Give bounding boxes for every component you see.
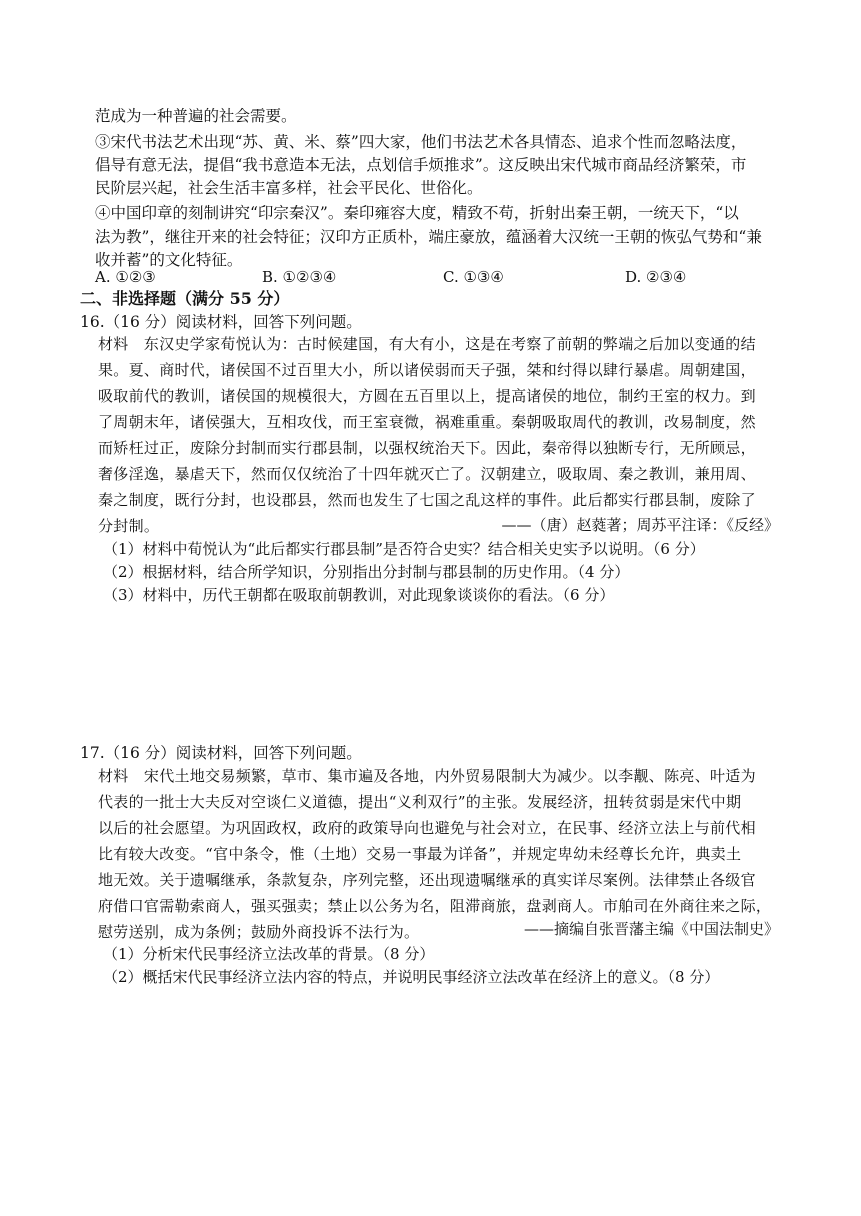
material-line: 了周朝末年，诸侯强大，互相攻伐，而王室衰微，祸难重重。秦朝吸取周代的教训，改易制度，然 — [98, 413, 756, 431]
material-line: 分封制。 — [98, 517, 160, 535]
question-16-head: 16.（16 分）阅读材料，回答下列问题。 — [80, 313, 362, 331]
prev-question-line: ④中国印章的刻制讲究“印宗秦汉”。秦印雍容大度，精致不苟，折射出秦王朝，一统天下，“以 — [95, 204, 739, 222]
question-17-head: 17.（16 分）阅读材料，回答下列问题。 — [80, 744, 362, 762]
material-line: 果。夏、商时代，诸侯国不过百里大小，所以诸侯弱而天子强，桀和纣得以肆行暴虐。周朝建国， — [98, 361, 756, 379]
option-c: C. ①③④ — [443, 268, 504, 286]
material-line: 以后的社会愿望。为巩固政权，政府的政策导向也避免与社会对立，在民事、经济立法上与前代相 — [98, 819, 756, 837]
prev-question-line: 范成为一种普遍的社会需要。 — [95, 107, 297, 125]
sub-question-2: （2）根据材料，结合所学知识，分别指出分封制与郡县制的历史作用。（4 分） — [103, 563, 630, 581]
material-line: 地无效。关于遗嘱继承，条款复杂，序列完整，还出现遗嘱继承的真实详尽案例。法律禁止各级官 — [98, 871, 756, 889]
material-line: 秦之制度，既行分封，也设郡县，然而也发生了七国之乱这样的事件。此后都实行郡县制，废除了 — [98, 491, 756, 509]
material-line: 比有较大改变。“官中条令，惟（土地）交易一事最为详备”，并规定卑幼未经尊长允许，典卖土 — [98, 845, 742, 863]
material-source: ——摘编自张晋藩主编《中国法制史》 — [523, 920, 779, 938]
material-line: 材料 宋代土地交易频繁，草市、集市遍及各地，内外贸易限制大为减少。以李觏、陈亮、叶适为 — [98, 767, 756, 785]
material-line: 奢侈淫逸，暴虐天下，然而仅仅统治了十四年就灭亡了。汉朝建立，吸取周、秦之教训，兼用周、 — [98, 465, 756, 483]
material-line: 材料 东汉史学家荀悦认为：古时候建国，有大有小，这是在考察了前朝的弊端之后加以变通的结 — [98, 335, 756, 353]
sub-question-3: （3）材料中，历代王朝都在吸取前朝教训，对此现象谈谈你的看法。（6 分） — [103, 586, 615, 604]
option-b: B. ①②③④ — [262, 268, 337, 286]
section-title: 二、非选择题（满分 55 分） — [80, 289, 290, 308]
prev-question-line: ③宋代书法艺术出现“苏、黄、米、蔡”四大家，他们书法艺术各具情态、追求个性而忽略法度， — [95, 133, 747, 151]
material-line: 慰劳送别，成为条例；鼓励外商投诉不法行为。 — [98, 923, 420, 941]
material-line: 而矫枉过正，废除分封制而实行郡县制，以强权统治天下。因此，秦帝得以独断专行，无所顾忌， — [98, 439, 756, 457]
prev-question-line: 倡导有意无法，提倡“我书意造本无法，点划信手烦推求”。这反映出宋代城市商品经济繁荣，市 — [95, 156, 747, 174]
option-d: D. ②③④ — [625, 268, 687, 286]
material-line: 府借口官需勒索商人，强买强卖；禁止以公务为名，阻滞商旅，盘剥商人。市舶司在外商往来之际， — [98, 897, 772, 915]
prev-question-line: 民阶层兴起，社会生活丰富多样，社会平民化、世俗化。 — [95, 179, 483, 197]
material-line: 代表的一批士大夫反对空谈仁义道德，提出“义利双行”的主张。发展经济，扭转贫弱是宋代中期 — [98, 793, 742, 811]
option-a: A. ①②③ — [95, 268, 156, 286]
material-source: ——（唐）赵蕤著；周苏平注译：《反经》 — [501, 516, 779, 534]
sub-question-1: （1）分析宋代民事经济立法改革的背景。（8 分） — [103, 945, 435, 963]
sub-question-2: （2）概括宋代民事经济立法内容的特点，并说明民事经济立法改革在经济上的意义。（8 分） — [103, 968, 720, 986]
prev-question-line: 法为教”，继往开来的社会特征；汉印方正质朴，端庄豪放，蕴涵着大汉统一王朝的恢弘气势和“兼 — [95, 228, 762, 246]
prev-question-line: 收并蓄”的文化特征。 — [95, 251, 243, 269]
material-line: 吸取前代的教训，诸侯国的规模很大，方圆在五百里以上，提高诸侯的地位，制约王室的权力。到 — [98, 387, 756, 405]
sub-question-1: （1）材料中荀悦认为“此后都实行郡县制”是否符合史实？结合相关史实予以说明。（6 分） — [103, 540, 705, 558]
